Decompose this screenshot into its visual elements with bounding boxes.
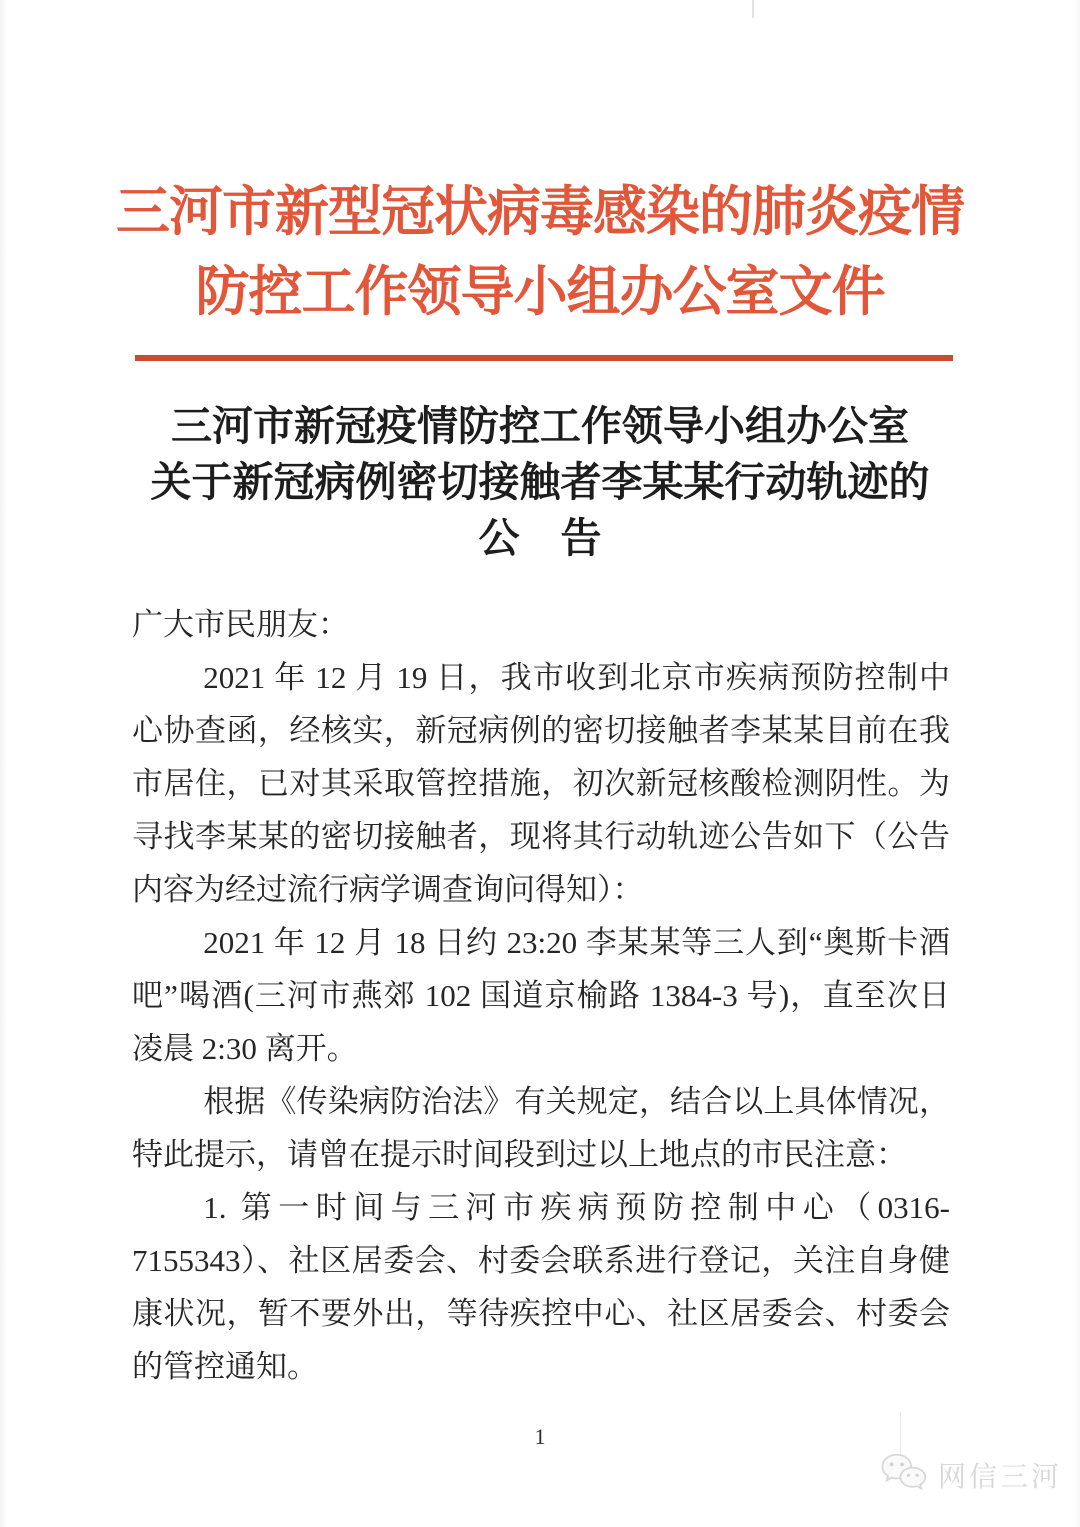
watermark-label: 网信三河 <box>938 1460 1063 1492</box>
letterhead-line1: 三河市新型冠状病毒感染的肺炎疫情 <box>116 182 964 242</box>
paragraph: 根据《传染病防治法》有关规定，结合以上具体情况，特此提示，请曾在提示时间段到过以上地点的市民注意： <box>132 1084 950 1172</box>
letterhead <box>0 172 1080 332</box>
paragraph: 2021 年 12 月 19 日，我市收到北京市疾病预防控制中心协查函，经核实，新冠病例的密切接触者李某某目前在我市居住，已对其采取管控措施，初次新冠核酸检测阴性。为寻找李某某的密切接触者，现将其行动轨迹公告如下（公告内容为经过流行病学调查询问得知）： <box>132 660 950 907</box>
paragraph: 1. 第一时间与三河市疾病预防控制中心（0316-7155343）、社区居委会、村委会联系进行登记，关注自身健康状况，暂不要外出，等待疾控中心、社区居委会、村委会的管控通知。 <box>132 1190 950 1384</box>
document-title <box>100 398 980 566</box>
page-number: 1 <box>534 1424 546 1449</box>
document-title-line3: 公 告 <box>478 515 602 561</box>
document-body <box>132 598 950 1393</box>
red-divider-line <box>135 355 953 361</box>
document-title-line2: 关于新冠病例密切接触者李某某行动轨迹的 <box>150 459 930 505</box>
scan-crease-top <box>752 0 754 18</box>
wechat-icon <box>880 1450 928 1499</box>
watermark <box>880 1450 1062 1499</box>
salutation: 广大市民朋友： <box>132 607 349 642</box>
paragraph: 2021 年 12 月 18 日约 23:20 李某某等三人到“奥斯卡酒吧”喝酒(三河市燕郊 102 国道京榆路 1384-3 号)，直至次日凌晨 2:30 离开。 <box>132 925 950 1066</box>
letterhead-line2: 防控工作领导小组办公室文件 <box>195 262 885 322</box>
document-title-line1: 三河市新冠疫情防控工作领导小组办公室 <box>171 403 909 449</box>
